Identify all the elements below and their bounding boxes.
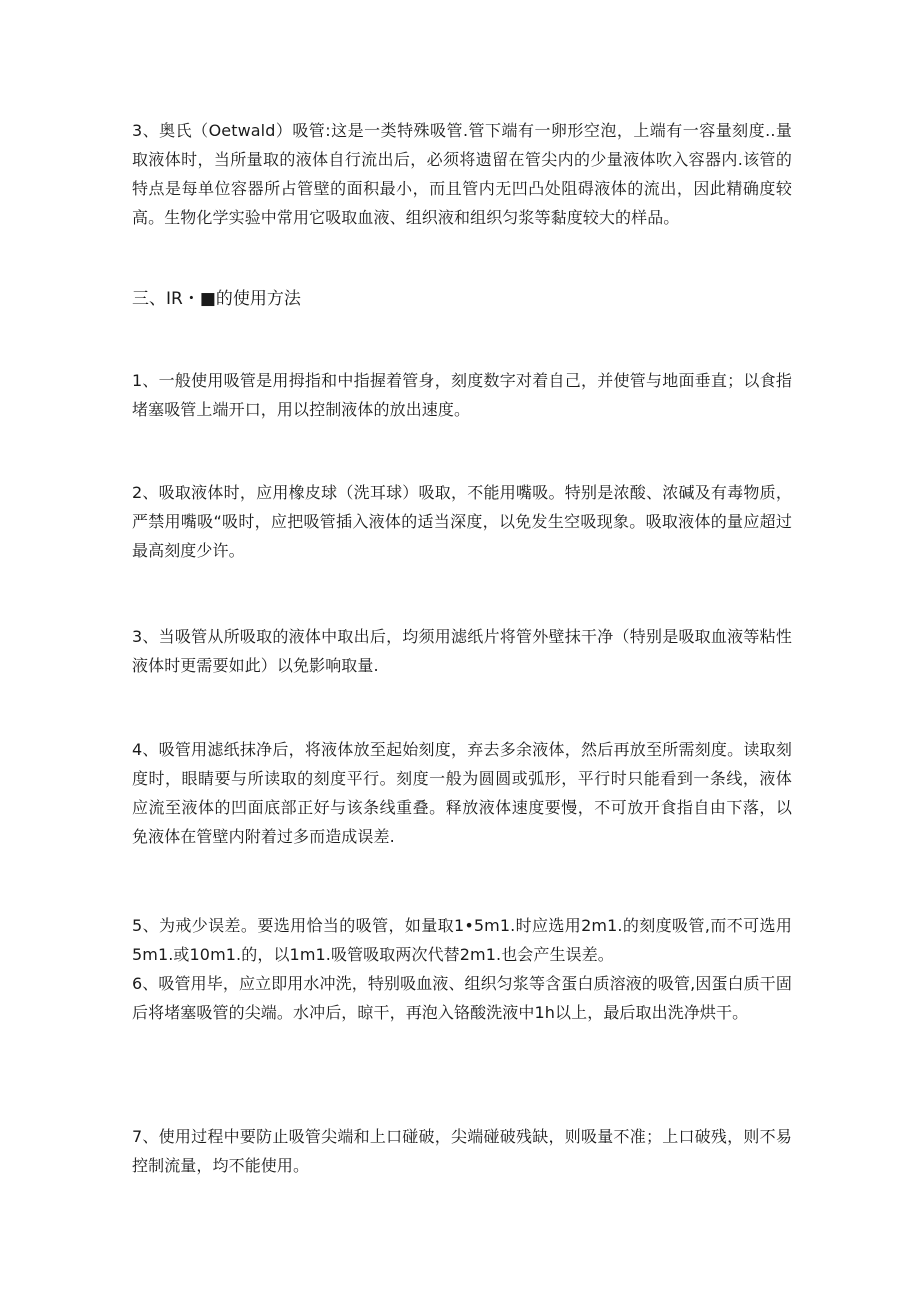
section-heading-usage: 三、IR・■的使用方法 — [132, 289, 301, 309]
paragraph-step-6: 6、吸管用毕，应立即用水冲洗，特别吸血液、组织匀浆等含蛋白质溶液的吸管,因蛋白质干固后将堵塞吸管的尖端。水冲后，晾干，再泡入铬酸洗液中1h以上，最后取出洗净烘干。 — [132, 974, 792, 1022]
paragraph-step-5: 5、为戒少误差。要选用恰当的吸管，如量取1•5m1.时应选用2m1.的刻度吸管,而不可选用5m1.或10m1.的，以1m1.吸管吸取两次代替2m1.也会产生误差。 — [132, 916, 792, 964]
paragraph-step-4: 4、吸管用滤纸抹净后，将液体放至起始刻度，弃去多余液体，然后再放至所需刻度。读取刻度时，眼睛要与所读取的刻度平行。刻度一般为圆圆或弧形，平行时只能看到一条线，液体应流至液体的凹面底部正好与该条线重叠。释放液体速度要慢，不可放开食指自由下落，以免液体在管壁内附着过多而造成误差. — [132, 740, 792, 846]
paragraph-step-1: 1、一般使用吸管是用拇指和中指握着管身，刻度数字对着自己，并使管与地面垂直；以食指堵塞吸管上端开口，用以控制液体的放出速度。 — [132, 371, 792, 419]
paragraph-step-2: 2、吸取液体时，应用橡皮球（洗耳球）吸取，不能用嘴吸。特别是浓酸、浓碱及有毒物质，严禁用嘴吸“吸时，应把吸管插入液体的适当深度，以免发生空吸现象。吸取液体的量应超过最高刻度少许。 — [132, 483, 792, 560]
paragraph-step-3: 3、当吸管从所吸取的液体中取出后，均须用滤纸片将管外壁抹干净（特别是吸取血液等粘性液体时更需要如此）以免影响取量. — [132, 627, 792, 675]
paragraph-ostwald-pipette: 3、奥氏（Oetwald）吸管:这是一类特殊吸管.管下端有一卵形空泡，上端有一容量刻度..量取液体时，当所量取的液体自行流出后，必须将遗留在管尖内的少量液体吹入容器内.该管的特点是每单位容器所占管壁的面积最小，而且管内无凹凸处阻碍液体的流出，因此精确度较高。生物化学实验中常用它吸取血液、组织液和组织匀浆等黏度较大的样品。 — [132, 121, 792, 227]
paragraph-step-7: 7、使用过程中要防止吸管尖端和上口碰破，尖端碰破残缺，则吸量不准；上口破残，则不易控制流量，均不能使用。 — [132, 1127, 792, 1175]
